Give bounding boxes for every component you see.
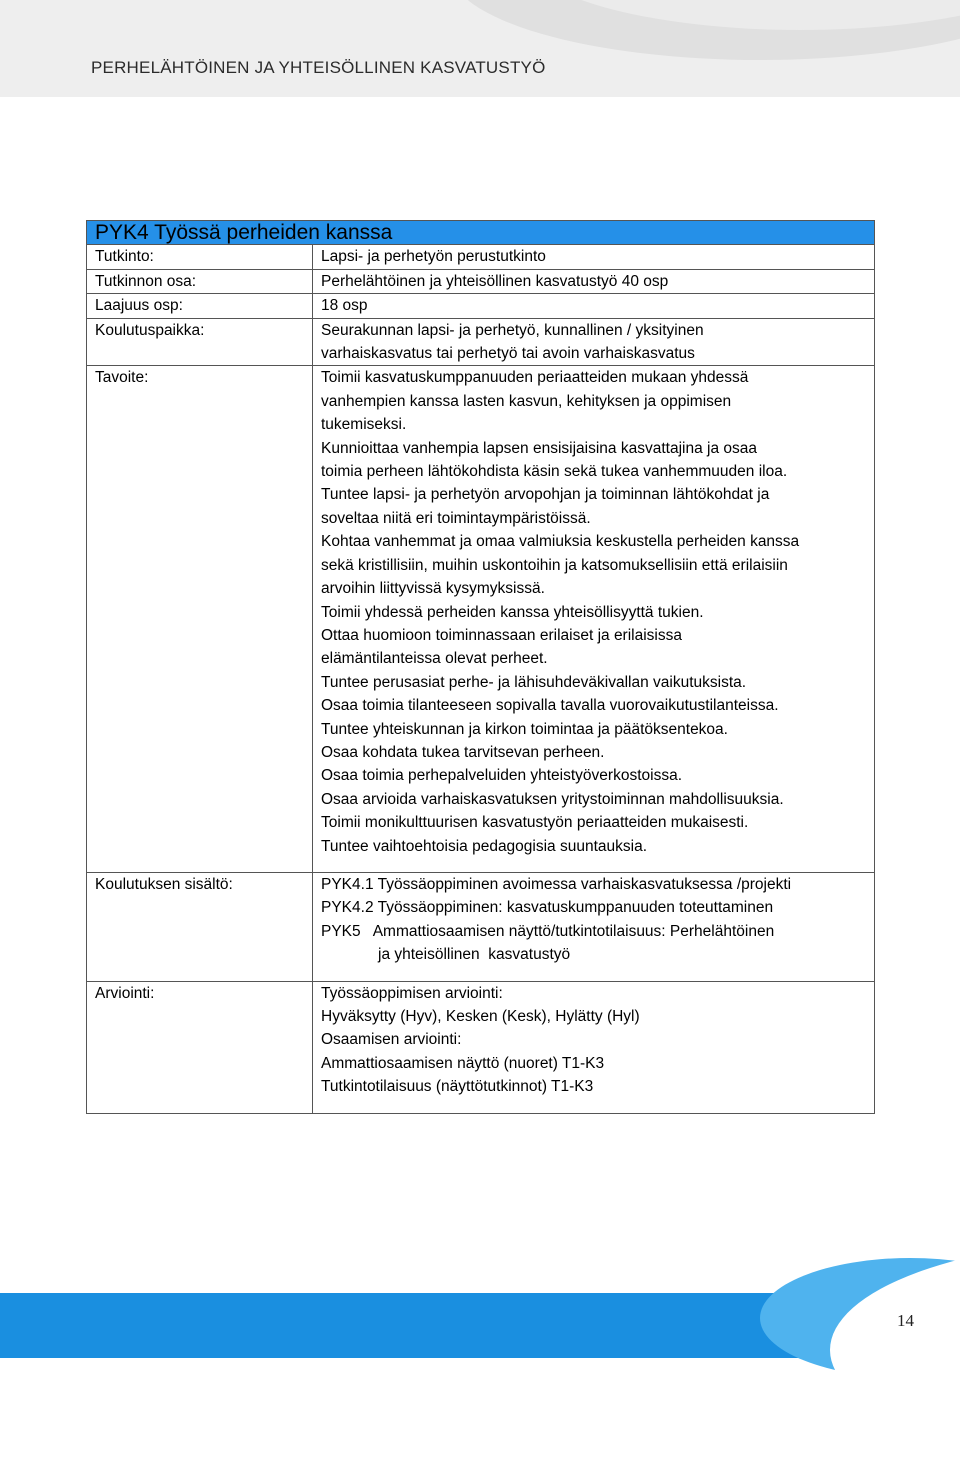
value-line: Osaa toimia perhepalveluiden yhteistyöverkostoissa. (321, 767, 682, 785)
row-value (313, 318, 875, 366)
value-line: Työssäoppimisen arviointi: (321, 984, 503, 1002)
row-value (313, 245, 875, 269)
value-line: Seurakunnan lapsi- ja perhetyö, kunnallinen / yksityinen (321, 321, 704, 339)
value-line: Osaa toimia tilanteeseen sopivalla tavalla vuorovaikutustilanteissa. (321, 697, 779, 715)
value-line: Osaa kohdata tukea tarvitsevan perheen. (321, 743, 605, 761)
row-value (313, 981, 875, 1113)
value-line: sekä kristillisiin, muihin uskontoihin ja katsomuksellisiin että erilaisiin (321, 556, 788, 574)
value-line: Hyväksytty (Hyv), Kesken (Kesk), Hylätty (Hyl) (321, 1008, 640, 1025)
table-row (87, 269, 875, 293)
row-value (313, 872, 875, 981)
value-line: Kohtaa vanhemmat ja omaa valmiuksia keskustella perheiden kanssa (321, 533, 800, 551)
row-label: Tutkinnon osa: (87, 269, 313, 293)
value-line: Osaa arvioida varhaiskasvatuksen yritystoiminnan mahdollisuuksia. (321, 790, 784, 808)
value-line: Toimii yhdessä perheiden kanssa yhteisöllisyyttä tukien. (321, 603, 704, 621)
value-line: tukemiseksi. (321, 416, 407, 434)
course-table (86, 220, 875, 1114)
header-band (0, 0, 960, 97)
value-line: Toimii monikulttuurisen kasvatustyön periaatteiden mukaisesti. (321, 814, 749, 832)
value-line: Ottaa huomioon toiminnassaan erilaiset ja erilaisissa (321, 626, 682, 644)
value-line: PYK4.2 Työssäoppiminen: kasvatuskumppanuuden toteuttaminen (321, 899, 774, 917)
table-title: PYK4 Työssä perheiden kanssa (87, 221, 875, 245)
row-label: Laajuus osp: (87, 294, 313, 318)
row-label: Tutkinto: (87, 245, 313, 269)
row-label: Tavoite: (87, 366, 313, 873)
running-header: PERHELÄHTÖINEN JA YHTEISÖLLINEN KASVATUSTYÖ (91, 58, 546, 77)
table-row (87, 245, 875, 269)
value-line: toimia perheen lähtökohdista käsin sekä tukea vanhemmuuden iloa. (321, 463, 788, 481)
value-line: PYK4.1 Työssäoppiminen avoimessa varhaiskasvatuksessa /projekti (321, 875, 792, 893)
value-line: PYK5 Ammattiosaamisen näyttö/tutkintotilaisuus: Perhelähtöinen (321, 922, 775, 940)
table-row (87, 366, 875, 873)
value-line: Perhelähtöinen ja yhteisöllinen kasvatustyö 40 osp (321, 272, 669, 290)
value-line: Tutkintotilaisuus (näyttötutkinnot) T1-K3 (321, 1078, 594, 1096)
value-line: Lapsi- ja perhetyön perustutkinto (321, 248, 546, 266)
row-value (313, 366, 875, 873)
table-row (87, 318, 875, 366)
value-line: arvoihin liittyvissä kysymyksissä. (321, 580, 545, 598)
value-line: vanhempien kanssa lasten kasvun, kehityksen ja oppimisen (321, 392, 732, 410)
row-value (313, 269, 875, 293)
value-line: Toimii kasvatuskumppanuuden periaatteiden mukaan yhdessä (321, 369, 749, 387)
value-line: Ammattiosaamisen näyttö (nuoret) T1-K3 (321, 1054, 605, 1072)
value-line: Kunnioittaa vanhempia lapsen ensisijaisina kasvattajina ja osaa (321, 439, 757, 457)
value-line: ja yhteisöllinen kasvatustyö (378, 946, 571, 964)
value-line: Tuntee vaihtoehtoisia pedagogisia suuntauksia. (321, 837, 648, 855)
table-title-row (87, 221, 875, 245)
value-line: Tuntee perusasiat perhe- ja lähisuhdeväkivallan vaikutuksista. (321, 673, 747, 691)
value-line: Tuntee yhteiskunnan ja kirkon toimintaa ja päätöksentekoa. (321, 720, 728, 738)
value-line: Osaamisen arviointi: (321, 1031, 462, 1049)
row-label: Koulutuspaikka: (87, 318, 313, 366)
row-value (313, 294, 875, 318)
page-number: 14 (897, 1311, 914, 1330)
value-line: soveltaa niitä eri toimintaympäristöissä. (321, 509, 591, 527)
table-row (87, 294, 875, 318)
value-line: varhaiskasvatus tai perhetyö tai avoin varhaiskasvatus (321, 345, 695, 363)
value-line: Tuntee lapsi- ja perhetyön arvopohjan ja toiminnan lähtökohdat ja (321, 486, 770, 504)
row-label: Arviointi: (87, 981, 313, 1113)
value-line: 18 osp (321, 297, 368, 315)
table-row (87, 872, 875, 981)
value-line: elämäntilanteissa olevat perheet. (321, 650, 548, 668)
row-label: Koulutuksen sisältö: (87, 872, 313, 981)
table-row (87, 981, 875, 1113)
